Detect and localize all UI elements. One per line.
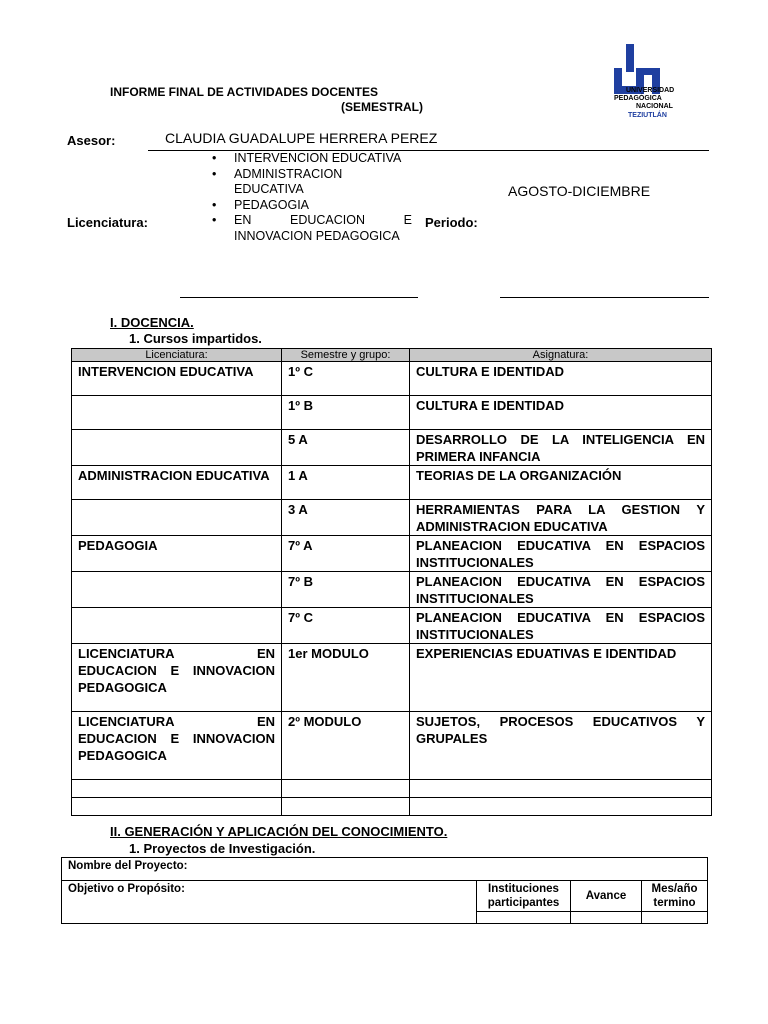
table-header-row bbox=[72, 349, 712, 362]
logo-text-nacional: NACIONAL bbox=[636, 103, 673, 110]
column-header-licenciatura: Licenciatura: bbox=[72, 349, 282, 362]
cell-semestre bbox=[282, 798, 410, 816]
cell-asignatura: PLANEACION EDUCATIVA EN ESPACIOS INSTITUCIONALES bbox=[410, 608, 712, 644]
cell-asignatura: CULTURA E IDENTIDAD bbox=[410, 396, 712, 430]
table-row bbox=[72, 466, 712, 500]
cell-licenciatura bbox=[72, 780, 282, 798]
instituciones-header: Instituciones participantes bbox=[477, 881, 571, 912]
proyectos-subtitle: 1. Proyectos de Investigación. bbox=[129, 841, 316, 856]
column-header-semestre: Semestre y grupo: bbox=[282, 349, 410, 362]
cell-semestre bbox=[282, 780, 410, 798]
table-row bbox=[72, 608, 712, 644]
mes-termino-header: Mes/año termino bbox=[642, 881, 708, 912]
cell-semestre: 1º C bbox=[282, 362, 410, 396]
table-row bbox=[72, 536, 712, 572]
table-row bbox=[72, 780, 712, 798]
cell-asignatura bbox=[410, 798, 712, 816]
cursos-subtitle: 1. Cursos impartidos. bbox=[129, 331, 262, 346]
proyectos-table bbox=[61, 857, 708, 924]
table-row bbox=[72, 396, 712, 430]
cell-semestre: 7º B bbox=[282, 572, 410, 608]
cursos-table bbox=[71, 348, 712, 816]
periodo-value: AGOSTO-DICIEMBRE bbox=[508, 183, 651, 199]
licenciatura-list bbox=[212, 151, 412, 244]
upn-logo bbox=[612, 42, 692, 124]
cell-licenciatura: LICENCIATURA EN EDUCACION E INNOVACION PEDAGOGICA bbox=[72, 644, 282, 712]
cell-semestre: 1er MODULO bbox=[282, 644, 410, 712]
cell-asignatura: DESARROLLO DE LA INTELIGENCIA EN PRIMERA INFANCIA bbox=[410, 430, 712, 466]
periodo-label: Periodo: bbox=[425, 215, 478, 230]
table-row bbox=[72, 644, 712, 712]
cell-asignatura: CULTURA E IDENTIDAD bbox=[410, 362, 712, 396]
licenciatura-item: • PEDAGOGIA bbox=[212, 198, 412, 214]
logo-text-universidad: UNIVERSIDAD bbox=[626, 87, 675, 94]
proyecto-nombre-row bbox=[62, 858, 708, 881]
table-row bbox=[72, 362, 712, 396]
objetivo-label: Objetivo o Propósito: bbox=[62, 881, 477, 924]
cell-asignatura: PLANEACION EDUCATIVA EN ESPACIOS INSTITUCIONALES bbox=[410, 572, 712, 608]
cell-semestre: 5 A bbox=[282, 430, 410, 466]
cell-licenciatura bbox=[72, 798, 282, 816]
proyecto-nombre-label: Nombre del Proyecto: bbox=[62, 858, 708, 881]
cell-asignatura bbox=[410, 780, 712, 798]
licenciatura-item: • EN EDUCACION E INNOVACION PEDAGOGICA bbox=[212, 213, 412, 244]
asesor-label: Asesor: bbox=[67, 133, 116, 148]
cell-licenciatura bbox=[72, 396, 282, 430]
cell-semestre: 3 A bbox=[282, 500, 410, 536]
table-row bbox=[72, 430, 712, 466]
table-row bbox=[72, 572, 712, 608]
conocimiento-section-title: II. GENERACIÓN Y APLICACIÓN DEL CONOCIMIENTO. bbox=[110, 824, 448, 839]
periodo-underline bbox=[500, 297, 709, 298]
asesor-name: CLAUDIA GUADALUPE HERRERA PEREZ bbox=[165, 130, 438, 146]
cell-licenciatura bbox=[72, 572, 282, 608]
cell-licenciatura bbox=[72, 500, 282, 536]
instituciones-cell bbox=[477, 912, 571, 924]
licenciatura-underline bbox=[180, 297, 418, 298]
cell-semestre: 7º A bbox=[282, 536, 410, 572]
logo-text-teziutlan: TEZIUTLÁN bbox=[628, 112, 667, 119]
avance-header: Avance bbox=[571, 881, 642, 912]
cell-semestre: 1 A bbox=[282, 466, 410, 500]
column-header-asignatura: Asignatura: bbox=[410, 349, 712, 362]
table-row bbox=[72, 712, 712, 780]
cell-semestre: 7º C bbox=[282, 608, 410, 644]
table-row bbox=[72, 798, 712, 816]
table-row bbox=[72, 500, 712, 536]
cell-licenciatura: LICENCIATURA EN EDUCACION E INNOVACION PEDAGOGICA bbox=[72, 712, 282, 780]
report-title: INFORME FINAL DE ACTIVIDADES DOCENTES bbox=[110, 85, 379, 99]
licenciatura-item: • ADMINISTRACION EDUCATIVA bbox=[212, 167, 412, 198]
cell-licenciatura: PEDAGOGIA bbox=[72, 536, 282, 572]
cell-licenciatura: ADMINISTRACION EDUCATIVA bbox=[72, 466, 282, 500]
mes-termino-cell bbox=[642, 912, 708, 924]
cell-asignatura: SUJETOS, PROCESOS EDUCATIVOS Y GRUPALES bbox=[410, 712, 712, 780]
cell-asignatura: PLANEACION EDUCATIVA EN ESPACIOS INSTITUCIONALES bbox=[410, 536, 712, 572]
cell-licenciatura bbox=[72, 608, 282, 644]
licenciatura-item: • INTERVENCION EDUCATIVA bbox=[212, 151, 412, 167]
docencia-section-title: I. DOCENCIA. bbox=[110, 315, 194, 330]
cell-semestre: 1º B bbox=[282, 396, 410, 430]
cell-licenciatura: INTERVENCION EDUCATIVA bbox=[72, 362, 282, 396]
licenciatura-label: Licenciatura: bbox=[67, 215, 148, 230]
logo-text-pedagogica: PEDAGÓGICA bbox=[614, 95, 662, 102]
cell-asignatura: EXPERIENCIAS EDUATIVAS E IDENTIDAD bbox=[410, 644, 712, 712]
proyecto-detalle-row bbox=[62, 881, 708, 912]
cell-asignatura: TEORIAS DE LA ORGANIZACIÓN bbox=[410, 466, 712, 500]
avance-cell bbox=[571, 912, 642, 924]
cell-licenciatura bbox=[72, 430, 282, 466]
cell-asignatura: HERRAMIENTAS PARA LA GESTION Y ADMINISTRACION EDUCATIVA bbox=[410, 500, 712, 536]
cell-semestre: 2º MODULO bbox=[282, 712, 410, 780]
report-subtitle: (SEMESTRAL) bbox=[341, 100, 423, 114]
